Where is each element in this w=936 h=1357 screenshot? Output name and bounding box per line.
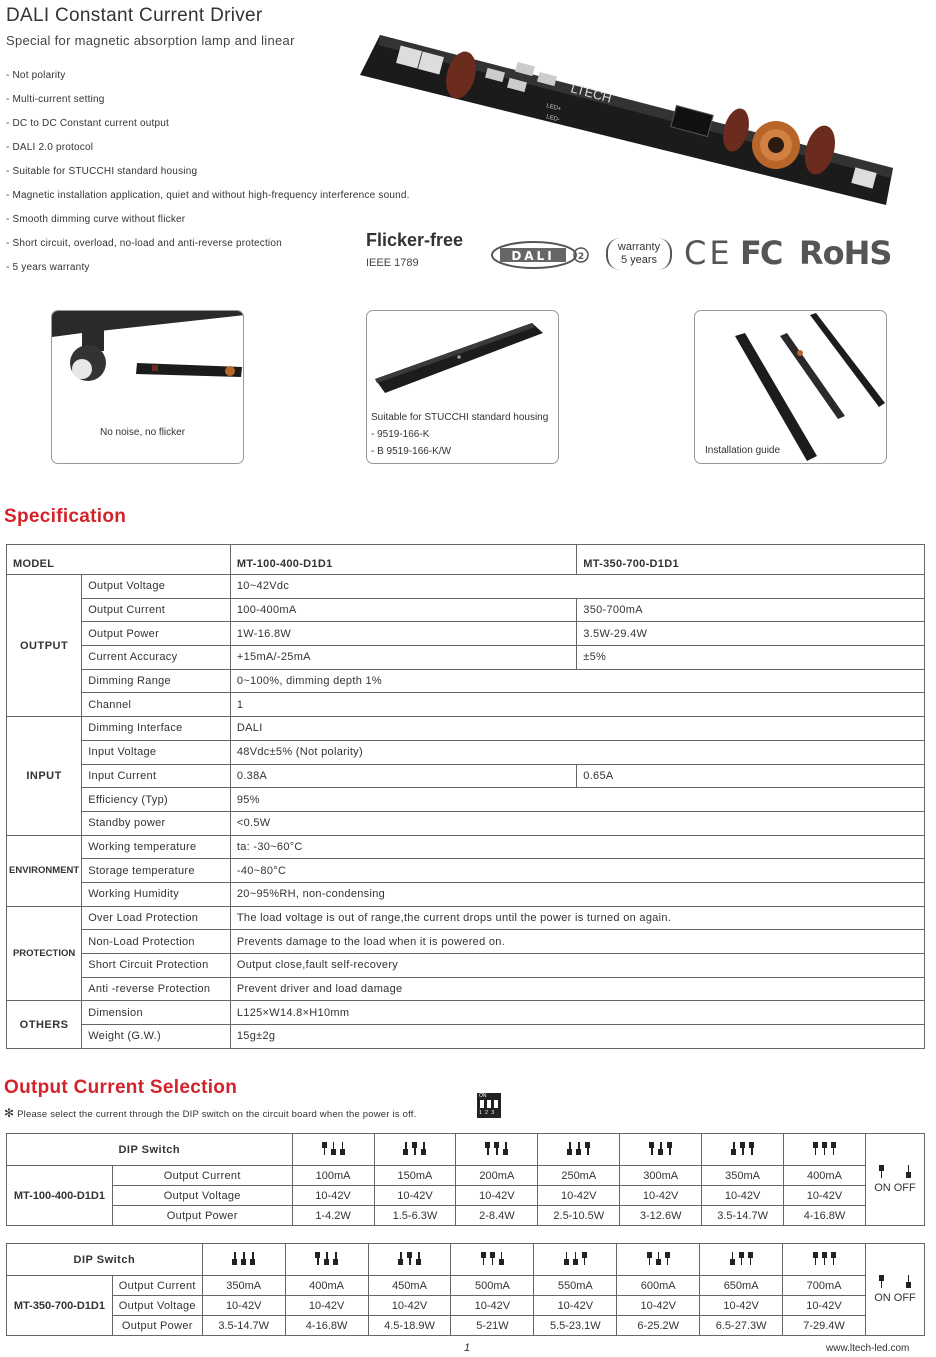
cell: 300mA — [620, 1166, 702, 1186]
table-row — [7, 1134, 925, 1166]
dip-switch-label: DIP Switch — [7, 1134, 293, 1166]
model-name: MT-100-400-D1D1 — [7, 1166, 113, 1226]
dali-version-text: 2 — [577, 252, 585, 262]
dip-pattern — [534, 1244, 617, 1276]
dip-pattern — [620, 1134, 702, 1166]
dip-table-100-400 — [6, 1133, 925, 1226]
table-row — [7, 764, 925, 788]
dip-icon-on-label: ON — [479, 1093, 487, 1099]
row-value: <0.5W — [230, 811, 924, 835]
group-output: OUTPUT — [7, 575, 82, 717]
cell: 10-42V — [538, 1186, 620, 1206]
page-title: DALI Constant Current Driver — [6, 5, 263, 26]
cell: 350mA — [202, 1276, 285, 1296]
table-row — [7, 598, 925, 622]
specification-table — [6, 544, 925, 1049]
row-label: Channel — [82, 693, 231, 717]
row-label: Input Current — [82, 764, 231, 788]
row-value: 1 — [230, 693, 924, 717]
row-label: Output Current — [82, 598, 231, 622]
flicker-free-standard: IEEE 1789 — [366, 257, 419, 269]
website-url: www.ltech-led.com — [826, 1343, 910, 1354]
cell: 2.5-10.5W — [538, 1206, 620, 1226]
page-number: 1 — [464, 1342, 471, 1354]
off-label: OFF — [893, 1292, 916, 1304]
on-off-icon — [879, 1274, 911, 1288]
cell: 250mA — [538, 1166, 620, 1186]
table-row — [7, 954, 925, 978]
on-label: ON — [874, 1292, 891, 1304]
row-value: 15g±2g — [230, 1025, 924, 1049]
dip-pattern-icon — [647, 1251, 670, 1265]
table-row — [7, 545, 925, 575]
row-label: Anti -reverse Protection — [82, 977, 231, 1001]
cell: 4-16.8W — [784, 1206, 866, 1226]
table-row — [7, 693, 925, 717]
group-protection: PROTECTION — [7, 906, 82, 1001]
cell: 6.5-27.3W — [700, 1316, 783, 1336]
row-value: ±5% — [577, 646, 925, 670]
row-value: ta: -30~60°C — [230, 835, 924, 859]
row-label: Dimming Interface — [82, 717, 231, 741]
table-row — [7, 1025, 925, 1049]
output-current-selection-title: Output Current Selection — [4, 1077, 238, 1098]
cell: 350mA — [702, 1166, 784, 1186]
feature-item: - Smooth dimming curve without flicker — [6, 214, 186, 225]
row-label: Non-Load Protection — [82, 930, 231, 954]
row-value: 20~95%RH, non-condensing — [230, 882, 924, 906]
cell: 10-42V — [368, 1296, 451, 1316]
cell: 400mA — [784, 1166, 866, 1186]
cell: 650mA — [700, 1276, 783, 1296]
row-label: Output Power — [112, 1316, 202, 1336]
dip-pattern-icon — [813, 1251, 836, 1265]
row-label: Storage temperature — [82, 859, 231, 883]
cell: 4-16.8W — [285, 1316, 368, 1336]
card-caption: - B 9519-166-K/W — [371, 446, 452, 457]
cell: 6-25.2W — [617, 1316, 700, 1336]
table-row — [7, 788, 925, 812]
flicker-free-title: Flicker-free — [366, 230, 464, 250]
dip-pattern — [783, 1244, 866, 1276]
dip-pattern — [700, 1244, 783, 1276]
table-row — [7, 1001, 925, 1025]
row-value: -40~80°C — [230, 859, 924, 883]
image-card-lamp — [51, 310, 244, 464]
cell: 150mA — [374, 1166, 456, 1186]
table-row — [7, 906, 925, 930]
warranty-line2: 5 years — [620, 254, 658, 266]
dip-pattern — [202, 1244, 285, 1276]
row-value: Prevents damage to the load when it is powered on. — [230, 930, 924, 954]
group-input: INPUT — [7, 717, 82, 835]
dip-pattern — [368, 1244, 451, 1276]
dip-pattern-icon — [731, 1141, 754, 1155]
dip-pattern-icon — [730, 1251, 753, 1265]
table-row — [7, 622, 925, 646]
row-value: 0~100%, dimming depth 1% — [230, 669, 924, 693]
cell: 10-42V — [702, 1186, 784, 1206]
row-label: Dimension — [82, 1001, 231, 1025]
feature-item: - Short circuit, overload, no-load and anti-reverse protection — [6, 238, 282, 249]
on-off-legend — [865, 1244, 924, 1336]
cell: 1.5-6.3W — [374, 1206, 456, 1226]
dip-note — [4, 1106, 416, 1120]
feature-item: - DC to DC Constant current output — [6, 118, 169, 129]
row-label: Output Voltage — [112, 1296, 202, 1316]
dip-pattern — [292, 1134, 374, 1166]
cell: 10-42V — [451, 1296, 534, 1316]
card-caption-block — [371, 409, 548, 460]
dip-pattern — [702, 1134, 784, 1166]
cell: 10-42V — [617, 1296, 700, 1316]
dip-pattern — [617, 1244, 700, 1276]
cell: 700mA — [783, 1276, 866, 1296]
model-header: MODEL — [7, 545, 231, 575]
cell: 10-42V — [700, 1296, 783, 1316]
table-row — [7, 1244, 925, 1276]
row-value: 350-700mA — [577, 598, 925, 622]
table-row — [7, 669, 925, 693]
cell: 10-42V — [534, 1296, 617, 1316]
row-label: Working temperature — [82, 835, 231, 859]
row-label: Output Power — [82, 622, 231, 646]
cell: 7-29.4W — [783, 1316, 866, 1336]
table-row — [7, 859, 925, 883]
row-label: Dimming Range — [82, 669, 231, 693]
asterisk-icon: ✻ — [4, 1106, 15, 1120]
dip-pattern — [456, 1134, 538, 1166]
row-value: 10~42Vdc — [230, 575, 924, 599]
row-value: 100-400mA — [230, 598, 576, 622]
dip-pattern-icon — [485, 1141, 508, 1155]
feature-item: - 5 years warranty — [6, 262, 90, 273]
row-label: Output Current — [112, 1276, 202, 1296]
specification-title: Specification — [4, 506, 127, 527]
cell: 600mA — [617, 1276, 700, 1296]
dip-pattern-icon — [315, 1251, 338, 1265]
dip-switch-label: DIP Switch — [7, 1244, 203, 1276]
cell: 5.5-23.1W — [534, 1316, 617, 1336]
dip-pattern — [374, 1134, 456, 1166]
cell: 10-42V — [620, 1186, 702, 1206]
image-card-housing — [366, 310, 559, 464]
fc-mark-icon: FC — [740, 234, 782, 272]
dip-pattern — [538, 1134, 620, 1166]
row-label: Standby power — [82, 811, 231, 835]
table-row — [7, 1206, 925, 1226]
table-row — [7, 811, 925, 835]
row-label: Current Accuracy — [82, 646, 231, 670]
card-caption: Installation guide — [705, 445, 781, 456]
row-value: The load voltage is out of range,the current drops until the power is turned on again. — [230, 906, 924, 930]
dali-logo-text: DALI — [511, 249, 555, 263]
cell: 10-42V — [374, 1186, 456, 1206]
table-row — [7, 1166, 925, 1186]
dip-pattern-icon — [567, 1141, 590, 1155]
feature-item: - Not polarity — [6, 70, 66, 81]
table-row — [7, 740, 925, 764]
cell: 4.5-18.9W — [368, 1316, 451, 1336]
on-label: ON — [874, 1182, 891, 1194]
cell: 10-42V — [292, 1186, 374, 1206]
feature-item: - DALI 2.0 protocol — [6, 142, 94, 153]
row-value: Prevent driver and load damage — [230, 977, 924, 1001]
on-off-legend — [865, 1134, 924, 1226]
row-label: Output Power — [112, 1206, 292, 1226]
card-caption: - 9519-166-K — [371, 429, 430, 440]
dali-logo-icon — [490, 238, 590, 272]
row-label: Output Voltage — [82, 575, 231, 599]
feature-item: - Multi-current setting — [6, 94, 105, 105]
rohs-mark-icon: RoHS — [799, 234, 892, 272]
row-label: Output Voltage — [112, 1186, 292, 1206]
cell: 5-21W — [451, 1316, 534, 1336]
cell: 500mA — [451, 1276, 534, 1296]
ce-mark-icon: CE — [684, 234, 733, 272]
dip-pattern-icon — [398, 1251, 421, 1265]
group-environment: ENVIRONMENT — [7, 835, 82, 906]
row-value: 95% — [230, 788, 924, 812]
model-b-header: MT-350-700-D1D1 — [577, 545, 925, 575]
warranty-line1: warranty — [617, 241, 661, 253]
row-value: DALI — [230, 717, 924, 741]
row-value: 0.38A — [230, 764, 576, 788]
certification-badges — [366, 230, 896, 278]
dip-note-text: Please select the current through the DIP switch on the circuit board when the power is off. — [17, 1109, 417, 1120]
cell: 550mA — [534, 1276, 617, 1296]
cell: 10-42V — [285, 1296, 368, 1316]
model-name: MT-350-700-D1D1 — [7, 1276, 113, 1336]
dip-switch-icon — [477, 1093, 501, 1118]
model-a-header: MT-100-400-D1D1 — [230, 545, 576, 575]
row-label: Working Humidity — [82, 882, 231, 906]
pcb-product-image — [358, 30, 898, 210]
dip-pattern — [285, 1244, 368, 1276]
row-label: Efficiency (Typ) — [82, 788, 231, 812]
row-label: Short Circuit Protection — [82, 954, 231, 978]
dip-pattern-icon — [649, 1141, 672, 1155]
row-value: 0.65A — [577, 764, 925, 788]
dip-pattern-icon — [481, 1251, 504, 1265]
card-caption: Suitable for STUCCHI standard housing — [371, 412, 549, 423]
dip-icon-number-label: 1 2 3 — [479, 1110, 496, 1116]
cell: 100mA — [292, 1166, 374, 1186]
dip-table-350-700 — [6, 1243, 925, 1336]
row-value: L125×W14.8×H10mm — [230, 1001, 924, 1025]
on-off-icon — [879, 1164, 911, 1178]
table-row — [7, 1316, 925, 1336]
cell: 2-8.4W — [456, 1206, 538, 1226]
cell: 200mA — [456, 1166, 538, 1186]
table-row — [7, 1186, 925, 1206]
pcb-brand-label: LTECH — [569, 80, 614, 106]
cell: 10-42V — [784, 1186, 866, 1206]
row-label: Weight (G.W.) — [82, 1025, 231, 1049]
cell: 10-42V — [456, 1186, 538, 1206]
table-row — [7, 646, 925, 670]
table-row — [7, 717, 925, 741]
row-value: +15mA/-25mA — [230, 646, 576, 670]
table-row — [7, 977, 925, 1001]
lamp-image — [52, 311, 244, 464]
row-label: Over Load Protection — [82, 906, 231, 930]
off-label: OFF — [893, 1182, 916, 1194]
dip-pattern — [784, 1134, 866, 1166]
dip-pattern-icon — [232, 1251, 255, 1265]
dip-pattern-icon — [403, 1141, 426, 1155]
feature-item: - Magnetic installation application, quiet and without high-frequency interference sound. — [6, 190, 410, 201]
row-label: Output Current — [112, 1166, 292, 1186]
table-row — [7, 835, 925, 859]
warranty-badge — [606, 238, 672, 270]
cell: 3.5-14.7W — [202, 1316, 285, 1336]
pcb-led-plus-label: LED+ — [545, 103, 562, 113]
dip-pattern-icon — [813, 1141, 836, 1155]
feature-list — [6, 64, 410, 280]
row-value: 3.5W-29.4W — [577, 622, 925, 646]
table-row — [7, 1276, 925, 1296]
page-subtitle: Special for magnetic absorption lamp and linear — [6, 33, 295, 48]
row-value: 1W-16.8W — [230, 622, 576, 646]
cell: 400mA — [285, 1276, 368, 1296]
row-value: Output close,fault self-recovery — [230, 954, 924, 978]
dip-pattern — [451, 1244, 534, 1276]
cell: 10-42V — [202, 1296, 285, 1316]
dip-pattern-icon — [564, 1251, 587, 1265]
group-others: OTHERS — [7, 1001, 82, 1048]
cell: 3.5-14.7W — [702, 1206, 784, 1226]
table-row — [7, 930, 925, 954]
card-caption: No noise, no flicker — [100, 427, 186, 438]
row-label: Input Voltage — [82, 740, 231, 764]
table-row — [7, 1296, 925, 1316]
cell: 450mA — [368, 1276, 451, 1296]
row-value: 48Vdc±5% (Not polarity) — [230, 740, 924, 764]
cell: 1-4.2W — [292, 1206, 374, 1226]
image-card-installation — [694, 310, 887, 464]
table-row — [7, 882, 925, 906]
dip-pattern-icon — [322, 1141, 345, 1155]
pcb-led-minus-label: LED- — [545, 114, 561, 124]
cell: 3-12.6W — [620, 1206, 702, 1226]
table-row — [7, 575, 925, 599]
feature-item: - Suitable for STUCCHI standard housing — [6, 166, 198, 177]
cell: 10-42V — [783, 1296, 866, 1316]
